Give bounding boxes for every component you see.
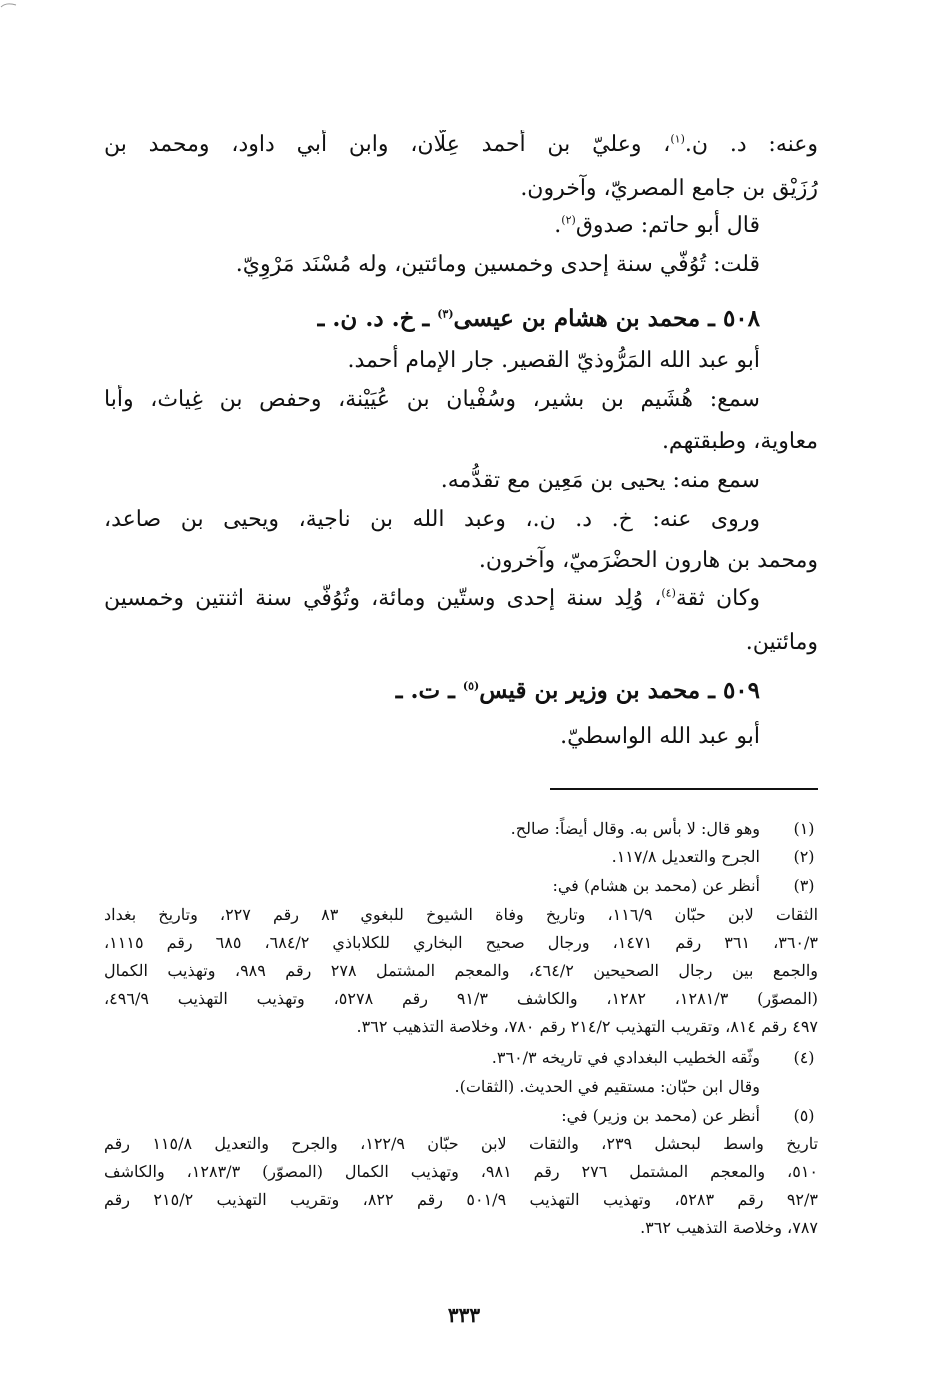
text-span: وعنه: د. ن. [684, 132, 818, 157]
footnote-text: ٥١٠، والمعجم المشتمل ٢٧٦ رقم ٩٨١، وتهذيب الكمال (المصوّر) ١٢٨٣/٣، والكاشف [104, 1162, 818, 1181]
entry-heading-508 [318, 304, 760, 334]
footnote-ref[interactable]: (١) [670, 132, 685, 146]
footnote-number: (٣) [793, 876, 815, 895]
text-line [104, 584, 760, 614]
footnote-ref[interactable]: (٤) [661, 586, 676, 600]
footnote-text: الجرح والتعديل ١١٧/٨. [611, 847, 760, 866]
footnote-number: (١) [793, 819, 815, 838]
page-number: ٣٣٣ [447, 1303, 481, 1327]
text-span: . [554, 213, 562, 238]
text-line: رُزَيْق بن جامع المصريّ، وآخرون. [520, 176, 818, 201]
entry-codes: ـ ت. ـ [395, 677, 463, 704]
footnote-ref[interactable]: (٣) [437, 307, 454, 321]
text-line: وروى عنه: خ. د. ن.، وعبد الله بن ناجية، ويحيى بن صاعد، [104, 507, 760, 532]
footnote-ref[interactable]: (٥) [462, 679, 480, 693]
text-line: ومائتين. [745, 630, 818, 655]
footnote-text: أنظر عن (محمد بن هشام) في: [552, 876, 760, 895]
text-span: ، وعليّ بن أحمد عِلّان، وابن أبي داود، ومحمد بن [104, 132, 671, 157]
footnote-text: وقال ابن حبّان: مستقيم في الحديث. (الثقات). [454, 1077, 760, 1096]
text-line: أبو عبد الله المَرُّوذيّ القصير. جار الإمام أحمد. [347, 348, 760, 373]
footnote-text: تاريخ واسط لبحشل ٢٣٩، والثقات لابن حبّان ١٢٢/٩، والجرح والتعديل ١١٥/٨ رقم [104, 1134, 818, 1153]
text-line [104, 130, 818, 160]
text-line: سمع منه: يحيى بن مَعِين مع تقدُّمه. [440, 468, 760, 493]
text-line: معاوية، وطبقتهم. [661, 429, 818, 454]
entry-codes: ـ خ. د. ن. ـ [317, 305, 438, 332]
footnote-text: الثقات لابن حبّان ١١٦/٩، وتاريخ وفاة الشيوخ للبغوي ٨٣ رقم ٢٢٧، وتاريخ بغداد [104, 905, 818, 924]
entry-heading-509 [396, 676, 760, 706]
footnote-text: ٩٢/٣ رقم ٥٢٨٣، وتهذيب التهذيب ٥٠١/٩ رقم ٨٢٢، وتقريب التهذيب ٢١٥/٢ رقم [104, 1190, 818, 1209]
text-span: ، وُلِد سنة إحدى وستّين ومائة، وتُوُفّي سنة اثنتين وخمسين [104, 586, 662, 611]
entry-title: ٥٠٨ ـ محمد بن هشام بن عيسى [453, 305, 760, 332]
footnote-number: (٢) [793, 847, 815, 866]
text-span: قال أبو حاتم: صدوق [575, 213, 760, 238]
footnote-text: ٤٩٧ رقم ٨١٤، وتقريب التهذيب ٢١٤/٢ رقم ٧٨٠، وخلاصة التذهيب ٣٦٢. [356, 1017, 818, 1036]
text-span: وكان ثقة [675, 586, 760, 611]
text-line: أبو عبد الله الواسطيّ. [560, 724, 760, 749]
footnote-text: وهو قال: لا بأس به. وقال أيضاً: صالح. [510, 819, 760, 838]
footnote-divider [550, 788, 818, 790]
footnote-text: (المصوّر) ١٢٨١/٣، ١٢٨٢، والكاشف ٩١/٣ رقم ٥٢٧٨، وتهذيب التهذيب ٤٩٦/٩، [104, 989, 818, 1008]
footnote-text: وثّقه الخطيب البغدادي في تاريخه ٣٦٠/٣. [491, 1048, 760, 1067]
footnote-number: (٥) [793, 1106, 815, 1125]
footnote-text: والجمع بين رجال الصحيحين ٤٦٤/٢، والمعجم المشتمل ٢٧٨ رقم ٩٨٩، وتهذيب الكمال [104, 961, 818, 980]
footnote-ref[interactable]: (٢) [561, 213, 576, 227]
entry-title: ٥٠٩ ـ محمد بن وزير بن قيس [479, 677, 760, 704]
footnote-text: ٣٦٠/٣، ٣٦١ رقم ١٤٧١، ورجال صحيح البخاري للكلاباذي ٦٨٤/٢، ٦٨٥ رقم ١١١٥، [104, 933, 818, 952]
text-line [554, 211, 760, 241]
footnote-number: (٤) [793, 1048, 815, 1067]
footnote-text: ٧٨٧، وخلاصة التذهيب ٣٦٢. [640, 1218, 818, 1237]
text-line: قلت: تُوُفّي سنة إحدى وخمسين ومائتين، وله مُسْنَد مَرْوِيّ. [235, 252, 760, 277]
footnote-text: أنظر عن (محمد بن وزير) في: [561, 1106, 760, 1125]
text-line: سمع: هُشَيم بن بشير، وسُفْيان بن عُيَيْنة، وحفص بن غِياث، وأبا [104, 387, 760, 412]
text-line: ومحمد بن هارون الحضْرَميّ، وآخرون. [478, 548, 818, 573]
corner-scan-mark [0, 0, 18, 10]
